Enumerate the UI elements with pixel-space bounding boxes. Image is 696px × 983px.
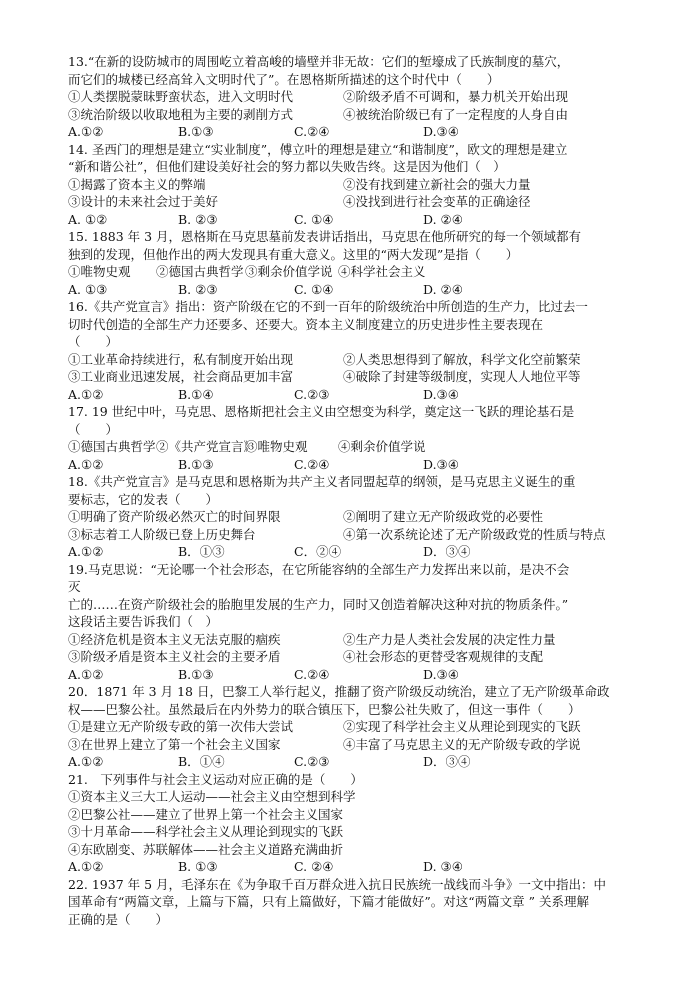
choice-a: A.①② (68, 124, 104, 139)
question-stem (68, 403, 646, 438)
choice-d: D.③④ (423, 666, 459, 682)
option-item: ①唯物史观 (68, 264, 131, 279)
stem-line: 18.《共产党宣言》是马克思和恩格斯为共产主义者同盟起草的纲领，是马克思主义诞生的重 (68, 474, 576, 489)
option-item: ②生产力是人类社会发展的决定性力量 (343, 631, 556, 647)
choice-a: A.①② (68, 754, 104, 769)
option-row (68, 193, 646, 211)
choice-c: C. ②④ (294, 859, 334, 874)
option-item: ②巴黎公社——建立了世界上第一个社会主义国家 (68, 806, 344, 822)
question-stem (68, 876, 646, 929)
option-row (68, 823, 646, 841)
stem-line: 16.《共产党宣言》指出：资产阶级在它的不到一百年的阶级统治中所创造的生产力，比过去一 (68, 299, 588, 314)
choice-a: A.①② (68, 666, 104, 682)
option-item: ②阶级矛盾不可调和，暴力机关开始出现 (343, 89, 569, 104)
option-item: ④丰富了马克思主义的无产阶级专政的学说 (343, 736, 581, 752)
option-item: ③标志着工人阶级已登上历史舞台 (68, 526, 256, 542)
option-item: ①资本主义三大工人运动——社会主义由空想到科学 (68, 789, 356, 804)
stem-line: 国革命有“两篇文章，上篇与下篇，只有上篇做好，下篇才能做好”。对这“两篇文章 ” 关系理解 (68, 894, 590, 909)
question-19 (68, 561, 646, 684)
choice-d: D. ②④ (423, 281, 463, 297)
stem-line: 17. 19 世纪中叶，马克思、恩格斯把社会主义由空想变为科学，奠定这一飞跃的理论基石是 (68, 404, 575, 419)
question-stem (68, 141, 646, 176)
choice-a: A.①② (68, 859, 104, 874)
choice-a: A.①② (68, 456, 104, 472)
choice-c: C.②④ (294, 124, 330, 139)
option-item: ③统治阶级以收取地租为主要的剥削方式 (68, 106, 294, 122)
option-item: ②《共产党宣言》 (156, 439, 257, 454)
option-item: ④破除了封建等级制度，实现人人地位平等 (343, 369, 581, 384)
option-item: ③十月革命——科学社会主义从理论到现实的飞跃 (68, 824, 344, 839)
stem-line: 19.马克思说：“无论哪一个社会形态，在它所能容纳的全部生产力发挥出来以前，是决不会 (68, 561, 570, 577)
answer-choices (68, 123, 646, 141)
choice-b: B．①③ (178, 544, 225, 559)
stem-line: 正确的是（ ） (68, 911, 169, 927)
option-item: ①是建立无产阶级专政的第一次伟大尝试 (68, 719, 294, 734)
choice-b: B.①③ (178, 666, 214, 682)
option-row (68, 263, 646, 281)
stem-line: 21. 下列事件与社会主义运动对应正确的是（ ） (68, 771, 363, 787)
question-stem (68, 473, 646, 508)
question-14 (68, 141, 646, 229)
stem-line: 而它们的城楼已经高耸入文明时代了”。在恩格斯所描述的这个时代中（ ） (68, 71, 500, 87)
choice-c: C. ①④ (294, 211, 334, 227)
option-item: ①人类摆脱蒙昧野蛮状态，进入文明时代 (68, 89, 294, 104)
answer-choices (68, 211, 646, 229)
choice-d: D. ③④ (423, 859, 463, 874)
option-item: ①揭露了资本主义的弊端 (68, 176, 206, 192)
stem-line: 13.“在新的设防城市的周围屹立着高峻的墙壁并非无故：它们的堑壕成了氏族制度的墓穴， (68, 54, 570, 69)
stem-line: “新和谐公社”，但他们建设美好社会的努力都以失败告终。这是因为他们（ ） (68, 159, 506, 174)
stem-line: （ ） (68, 334, 119, 349)
option-row (68, 438, 646, 456)
question-13 (68, 53, 646, 141)
option-row (68, 648, 646, 666)
answer-choices (68, 456, 646, 474)
option-item: ①工业革命持续进行，私有制度开始出现 (68, 351, 294, 367)
option-item: ①明确了资产阶级必然灭亡的时间界限 (68, 509, 281, 524)
stem-line: 独到的发现，但他作出的两大发现具有重大意义。这里的“两大发现”是指（ ） (68, 246, 519, 262)
question-20 (68, 683, 646, 771)
option-row (68, 176, 646, 194)
question-17 (68, 403, 646, 473)
option-row (68, 736, 646, 754)
choice-b: B.①④ (178, 386, 214, 402)
option-item: ②实现了科学社会主义从理论到现实的飞跃 (343, 719, 581, 734)
option-item: ③工业商业迅速发展，社会商品更加丰富 (68, 369, 294, 384)
choice-b: B. ②③ (178, 281, 218, 297)
option-item: ②人类思想得到了解放，科学文化空前繁荣 (343, 351, 581, 367)
question-18 (68, 473, 646, 561)
stem-line: 20．1871 年 3 月 18 日，巴黎工人举行起义，推翻了资产阶级反动统治，建立了无产阶级革命政 (68, 684, 610, 699)
choice-d: D.③④ (423, 456, 459, 472)
stem-line: 切时代创造的全部生产力还要多、还要大。资本主义制度建立的历史进步性主要表现在 (68, 316, 544, 332)
choice-c: C.②③ (294, 754, 330, 769)
option-item: ④没找到进行社会变革的正确途径 (343, 194, 531, 209)
choice-c: C. ①④ (294, 281, 334, 297)
stem-line: 这段话主要告诉我们（ ） (68, 614, 219, 629)
question-21 (68, 771, 646, 876)
option-row (68, 841, 646, 859)
choice-a: A. ①③ (68, 281, 108, 297)
question-stem (68, 228, 646, 263)
option-item: ①德国古典哲学 (68, 439, 156, 454)
choice-c: C.②④ (294, 456, 330, 472)
choice-b: B. ①③ (178, 859, 218, 874)
option-item: ③设计的未来社会过于美好 (68, 194, 219, 209)
choice-b: B. ②③ (178, 211, 218, 227)
option-row (68, 368, 646, 386)
choice-b: B．①④ (178, 754, 225, 769)
choice-d: D.③④ (423, 386, 459, 402)
option-row (68, 526, 646, 544)
stem-line: （ ） (68, 421, 119, 437)
option-item: ④东欧剧变、苏联解体——社会主义道路充满曲折 (68, 841, 344, 857)
choice-a: A. ①② (68, 211, 108, 227)
option-item: ④社会形态的更替受客观规律的支配 (343, 649, 544, 664)
question-stem (68, 683, 646, 718)
option-item: ③剩余价值学说 (245, 264, 333, 279)
option-item: ④剩余价值学说 (338, 439, 426, 454)
option-row (68, 88, 646, 106)
option-item: ④被统治阶级已有了一定程度的人身自由 (343, 106, 569, 122)
choice-a: A.①② (68, 544, 104, 559)
question-stem (68, 53, 646, 88)
choice-d: D．③④ (423, 544, 471, 559)
option-row (68, 351, 646, 369)
question-stem (68, 771, 646, 789)
answer-choices (68, 858, 646, 876)
stem-line: 要标志，它的发表（ ） (68, 491, 219, 507)
stem-line: 权——巴黎公社。虽然最后在内外势力的联合镇压下，巴黎公社失败了，但这一事件（ ） (68, 701, 581, 717)
choice-c: C.②④ (294, 666, 330, 682)
answer-choices (68, 543, 646, 561)
choice-c: C.②③ (294, 386, 330, 402)
choice-a: A.①② (68, 386, 104, 402)
choice-d: D.③④ (423, 124, 459, 139)
answer-choices (68, 386, 646, 404)
question-22 (68, 876, 646, 929)
option-item: ④第一次系统论述了无产阶级政党的性质与特点 (343, 526, 606, 542)
choice-c: C．②④ (294, 544, 342, 559)
option-item: ③在世界上建立了第一个社会主义国家 (68, 736, 281, 752)
answer-choices (68, 281, 646, 299)
option-item: ③唯物史观 (245, 439, 308, 454)
answer-choices (68, 753, 646, 771)
question-15 (68, 228, 646, 298)
choice-b: B.①③ (178, 456, 214, 472)
question-stem (68, 298, 646, 351)
option-row (68, 508, 646, 526)
option-item: ①经济危机是资本主义无法克服的痼疾 (68, 631, 281, 647)
option-row (68, 806, 646, 824)
answer-choices (68, 666, 646, 684)
choice-d: D．③④ (423, 754, 471, 769)
stem-line: 亡的……在资产阶级社会的胎胞里发展的生产力，同时又创造着解决这种对抗的物质条件。” (68, 596, 569, 612)
option-item: ②没有找到建立新社会的强大力量 (343, 176, 531, 192)
option-item: ③阶级矛盾是资本主义社会的主要矛盾 (68, 649, 281, 664)
stem-line: 14. 圣西门的理想是建立“实业制度”，傅立叶的理想是建立“和谐制度”，欧文的理想是建立 (68, 141, 568, 157)
option-item: ④科学社会主义 (338, 264, 426, 279)
stem-line: 15. 1883 年 3 月，恩格斯在马克思墓前发表讲话指出，马克思在他所研究的每一个领域都有 (68, 229, 582, 244)
option-row (68, 106, 646, 124)
option-item: ②德国古典哲学 (156, 264, 244, 279)
question-stem (68, 561, 646, 631)
option-row (68, 631, 646, 649)
option-item: ②阐明了建立无产阶级政党的必要性 (343, 509, 544, 524)
option-row (68, 718, 646, 736)
question-16 (68, 298, 646, 403)
choice-b: B.①③ (178, 124, 214, 139)
stem-line: 22. 1937 年 5 月，毛泽东在《为争取千百万群众进入抗日民族统一战线而斗争》一文中指出：中 (68, 876, 607, 892)
stem-line: 灭 (68, 579, 81, 594)
option-row (68, 788, 646, 806)
choice-d: D. ②④ (423, 211, 463, 227)
